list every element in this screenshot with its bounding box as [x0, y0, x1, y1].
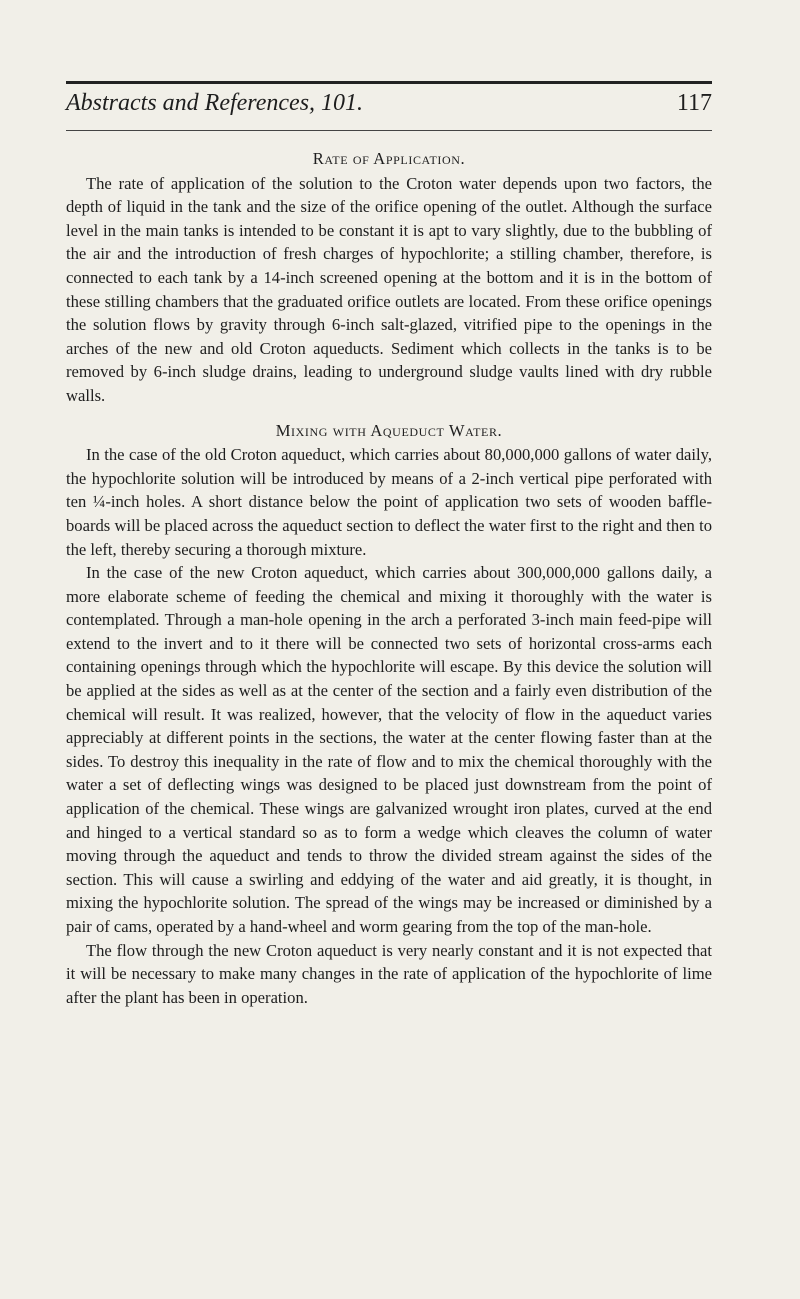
paragraph-old-aqueduct: In the case of the old Croton aqueduct, which carries about 80,000,000 gallons of water daily, the hypochlorite solution will be introduced by means of a 2-inch vertical pipe perforated with ten ¼-inch holes. A short distance below the point of application two sets of wooden baffle-boards will be placed across the aqueduct section to deflect the water first to the right and then to the left, thereby securing a thorough mixture.: [66, 445, 712, 559]
paragraph-new-aqueduct: In the case of the new Croton aqueduct, which carries about 300,000,000 gallons daily, a more elaborate scheme of feeding the chemical and mixing it thoroughly with the water is contemplated. Through a man-hole opening in the arch a perforated 3-inch main feed-pipe will extend to the invert and to it there will be connected two sets of horizontal cross-arms each containing openings through which the hypochlorite will escape. By this device the solution will be applied at the sides as well as at the center of the section and a fairly even distribution of the chemical will result. It was realized, however, that the velocity of flow in the aqueduct varies appreciably at different points in the sections, the water at the center flowing faster than at the sides. To destroy this inequality in the rate of flow and to mix the chemical thoroughly with the water a set of deflecting wings was designed to be placed just downstream from the point of application of the chemical. These wings are galvanized wrought iron plates, curved at the end and hinged to a vertical standard so as to form a wedge which cleaves the column of water moving through the aqueduct and tends to throw the divided stream against the sides of the section. This will cause a swirling and eddying of the water and aid greatly, it is thought, in mixing the hypochlorite solution. The spread of the wings may be increased or diminished by a pair of cams, operated by a hand-wheel and worm gearing from the top of the man-hole.: [66, 563, 712, 936]
section-heading-rate-of-application: Rate of Application.: [312, 149, 466, 168]
top-rule: [66, 81, 712, 84]
running-head: [66, 90, 712, 126]
paragraph-rate-of-application: The rate of application of the solution to the Croton water depends upon two factors, the depth of liquid in the tank and the size of the orifice opening of the outlet. Although the surface level in the main tanks is intended to be constant it is apt to vary slightly, due to the bubbling of the air and the introduction of fresh charges of hypochlorite; a stilling chamber, therefore, is connected to each tank by a 14-inch screened opening at the bottom and it is in the bottom of these stilling chambers that the graduated orifice outlets are located. From these orifice openings the solution flows by gravity through 6-inch salt-glazed, vitrified pipe to the openings in the arches of the new and old Croton aqueducts. Sediment which collects in the tanks is to be removed by 6-inch sludge drains, leading to underground sludge vaults lined with dry rubble walls.: [66, 173, 712, 405]
section-heading-mixing: Mixing with Aqueduct Water.: [275, 420, 503, 440]
article-body: [66, 147, 712, 1009]
paragraph-constant-flow: The flow through the new Croton aqueduct is very nearly constant and it is not expected that it will be necessary to make many changes in the rate of application of the hypochlorite of lime after the plant has been in operation.: [66, 940, 712, 1007]
page-number: 117: [676, 90, 712, 116]
header-rule: [66, 130, 712, 131]
running-title: Abstracts and References, 101.: [66, 90, 364, 116]
